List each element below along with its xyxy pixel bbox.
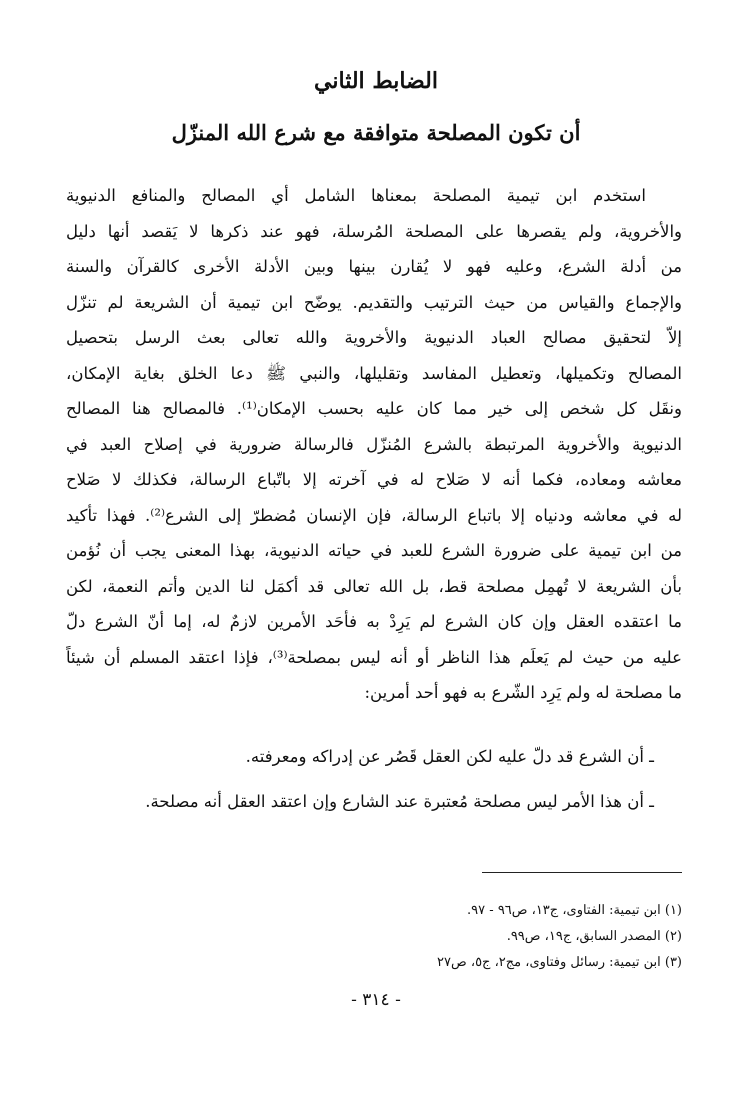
footnote-separator: [482, 872, 682, 873]
body-line: بأن الشريعة لا تُهمِل مصلحة قط، بل الله تعالى قد أكمَل لنا الدين وأتم النعمة، لكن: [66, 576, 682, 596]
body-line: المصالح وتكميلها، وتعطيل المفاسد وتقليلها، والنبي ﷺ دعا الخلق بغاية الإمكان،: [66, 363, 682, 383]
footnote: (١) ابن تيمية: الفتاوى، ج١٣، ص٩٦ - ٩٧.: [467, 903, 682, 918]
bullet-item: ـ أن هذا الأمر ليس مصلحة مُعتبرة عند الشارع وإن اعتقد العقل أنه مصلحة.: [145, 792, 654, 811]
bullet-item: ـ أن الشرع قد دلّ عليه لكن العقل قَصُر عن إدراكه ومعرفته.: [245, 747, 654, 766]
section-subheading: أن تكون المصلحة متوافقة مع شرع الله المنزّل: [171, 120, 581, 145]
body-line: استخدم ابن تيمية المصلحة بمعناها الشامل أي المصالح والمنافع الدنيوية: [66, 186, 646, 205]
body-line: والأخروية، ولم يقصرها على المصلحة المُرسلة، فهو عند ذكرها لا يَقصد أنها دليل: [66, 221, 682, 241]
body-line: ما مصلحة له ولم يَرِد الشّرع به فهو أحد أمرين:: [364, 683, 682, 702]
body-line: إلاّ لتحقيق مصالح العباد الدنيوية والأخروية والله تعالى بعث الرسل بتحصيل: [66, 328, 682, 347]
bullet-list: [66, 734, 654, 824]
body-line: عليه من حيث لم يَعلَم هذا الناظر أو أنه ليس بمصلحة⁽³⁾، فإذا اعتقد المسلم أن شيئاً: [66, 647, 682, 667]
body-line: الدنيوية والأخروية المرتبطة بالشرع المُنزّل فالرسالة ضرورية في إصلاح العبد في: [66, 434, 682, 454]
footnote: (٢) المصدر السابق، ج١٩، ص٩٩.: [506, 929, 682, 944]
body-line: من أدلة الشرع، وعليه فهو لا يُقارن بينها وبين الأدلة الأخرى كالقرآن والسنة: [66, 257, 682, 276]
body-line: ما اعتقده العقل وإن كان الشرع لم يَرِدْ به فأحَد الأمرين لازمٌ له، إما أنّ الشرع دلّ: [66, 612, 682, 631]
body-line: من ابن تيمية على ضرورة الشرع للعبد في حياته الدنيوية، بهذا المعنى يجب أن نُؤمن: [66, 541, 682, 560]
body-line: والإجماع والقياس من حيث الترتيب والتقديم. يوضّح ابن تيمية أن الشريعة لم تنزّل: [66, 292, 682, 312]
footnote: (٣) ابن تيمية: رسائل وفتاوى، مج٢، ج٥، ص٢٧: [437, 955, 682, 970]
body-text: [66, 178, 682, 711]
page-number: - ٣١٤ -: [351, 990, 401, 1010]
body-line: ونقَل كل شخص إلى خير مما كان عليه بحسب الإمكان⁽¹⁾. فالمصالح هنا المصالح: [66, 399, 682, 418]
section-heading: الضابط الثاني: [314, 68, 438, 94]
body-line: له في معاشه ودنياه إلا باتباع الرسالة، فإن الإنسان مُضطرّ إلى الشرع⁽²⁾. فهذا تأكيد: [66, 505, 682, 525]
footnotes: [66, 898, 682, 976]
body-line: معاشه ومعاده، فكما أنه لا صَلاح له في آخرته إلا باتّباع الرسالة، فكذلك لا صَلاح: [66, 470, 682, 489]
